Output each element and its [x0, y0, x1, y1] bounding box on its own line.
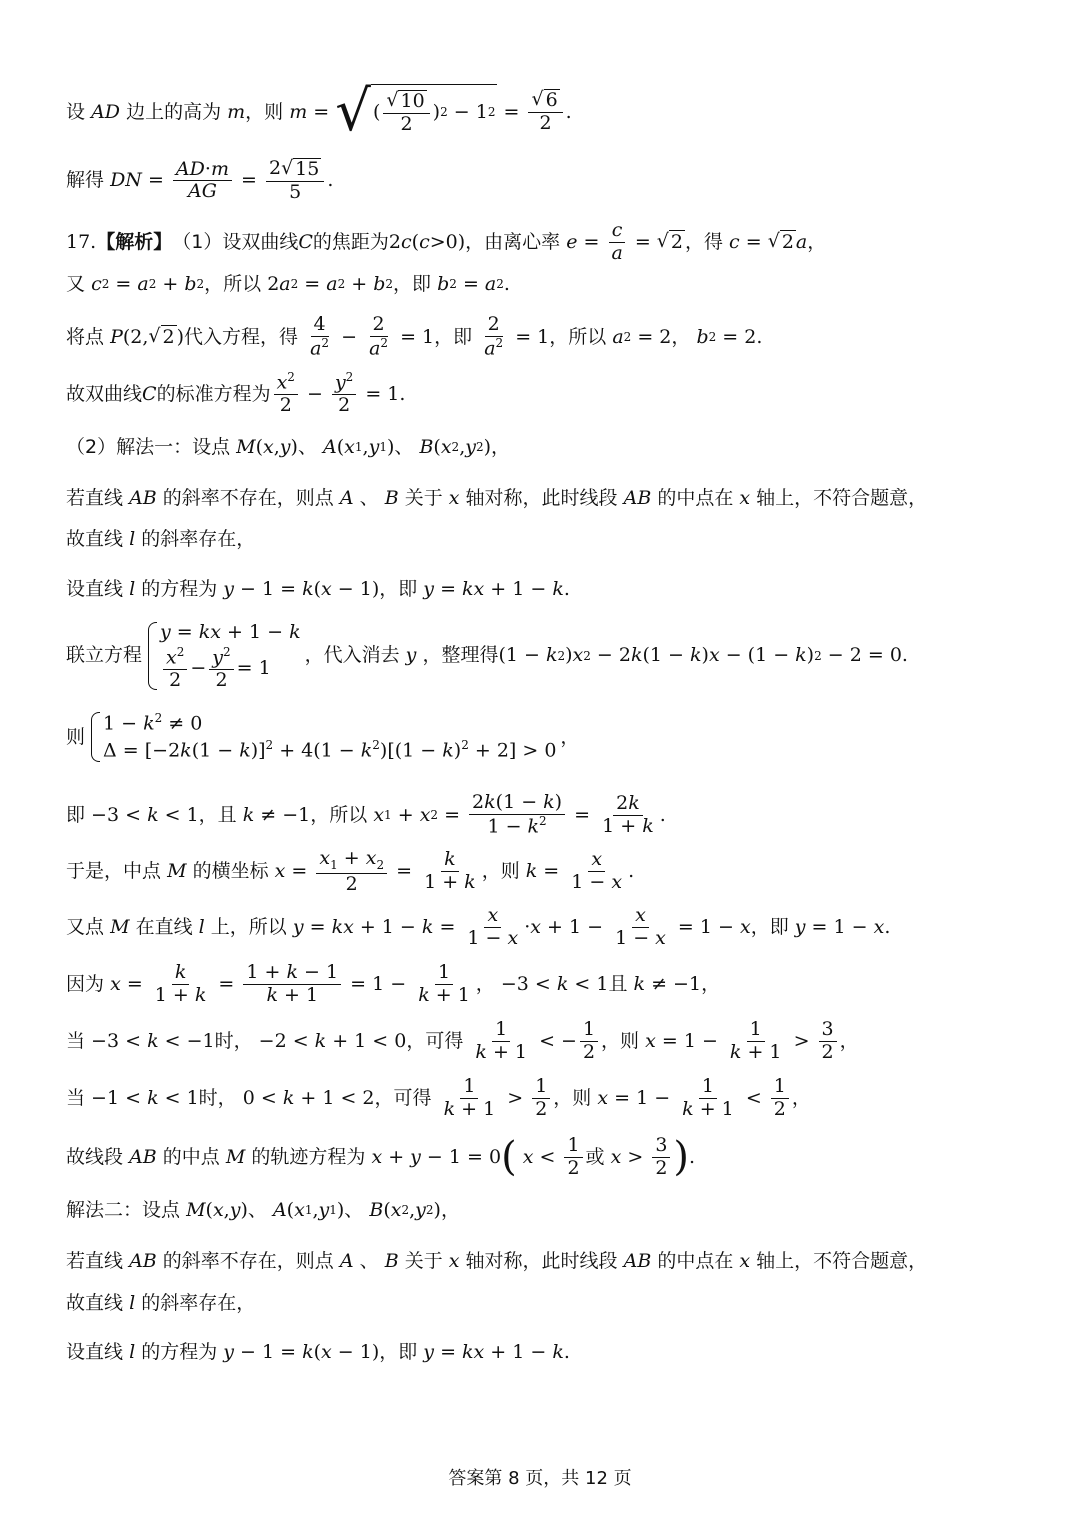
- text-line-11: 联立方程 y = kx + 1 − k $\frac{x^2}{2}$ − $\frac{y^2}{2}$ = 1 ，代入消去 y ，整理得 (1 − k 2 ) x 2 − 2 k (1 − k ) x − (1 − k ) 2 − 2 = 0.: [66, 621, 908, 691]
- text-line-7: （2）解法一：设点 M ( x , y ) 、 A ( x 1 , y 1 ) 、 B ( x 2 , y 2 ) ，: [66, 436, 511, 458]
- text-line-16: 因为 x = $\frac{k}{1 + k}$ = $\frac{1 + k - 1}{k + 1}$ = 1 − $\frac{1}{k + 1}$ ， −3 < k < 1 且 k ≠ −1 ，: [66, 961, 721, 1006]
- text-line-20: 解法二：设点 M ( x , y ) 、 A ( x 1 , y 1 ) 、 B ( x 2 , y 2 ) ，: [66, 1199, 460, 1221]
- text-line-13: 即 −3 < k < 1 ，且 k ≠ −1 ，所以 x 1 + x 2 = $\frac{2k(1 - k)}{1 - k^2}$ = $\frac{2k}{1 + k}$ .: [66, 791, 666, 838]
- text-line-17: 当 −3 < k < −1 时， −2 < k + 1 < 0 ，可得 $\frac{1}{k + 1}$ < − $\frac{1}{2}$ ，则 x = 1 − $\frac{1}{k + 1}$ > $\frac{3}{2}$ ，: [66, 1018, 859, 1063]
- text-line-12: 则 $1 - k^2 \ne 0$ $\Delta = [-2k(1 - k)]^2 + 4(1 - k^2)[(1 - k)^2 + 2] > 0$ ，: [66, 710, 579, 764]
- text-line-14: 于是，中点 M 的横坐标 x = $\frac{x_1 + x_2}{2}$ = $\frac{k}{1 + k}$ ，则 k = $\frac{x}{1 - x}$ .: [66, 847, 635, 895]
- text-line-4: 又 c 2 = a 2 + b 2 ，所以 2 a 2 = a 2 + b 2 ，即 b 2 = a 2 .: [66, 273, 510, 295]
- text-line-19: 故线段 AB 的中点 M 的轨迹方程为 x + y − 1 = 0 ( x < $\frac{1}{2}$ 或 x > $\frac{3}{2}$ ) .: [66, 1133, 696, 1180]
- text-line-8: 若直线 AB 的斜率不存在，则点 A 、 B 关于 x 轴对称，此时线段 AB 的中点在 x 轴上，不符合题意，: [66, 487, 928, 509]
- text-line-18: 当 −1 < k < 1 时， 0 < k + 1 < 2 ，可得 $\frac{1}{k + 1}$ > $\frac{1}{2}$ ，则 x = 1 − $\frac{1}{k + 1}$ < $\frac{1}{2}$ ，: [66, 1075, 811, 1120]
- text-line-10: 设直线 l 的方程为 y − 1 = k ( x − 1) ，即 y = kx + 1 − k .: [66, 578, 570, 600]
- text-line-6: 故双曲线 C 的标准方程为 $\frac{x^2}{2}$ − $\frac{y^2}{2}$ = 1.: [66, 370, 406, 417]
- text-line-22: 故直线 l 的斜率存在，: [66, 1292, 256, 1314]
- text-line-15: 又点 M 在直线 l 上，所以 y = kx + 1 − k = $\frac{x}{1 - x}$ · x + 1 − $\frac{x}{1 - x}$ = 1 − x ，即 y = 1 − x .: [66, 904, 891, 949]
- text-line-2: 解得 DN = $\frac{AD\cdot m}{AG}$ = 2 √ 15 5 .: [66, 157, 334, 203]
- text-line-23: 设直线 l 的方程为 y − 1 = k ( x − 1) ，即 y = kx + 1 − k .: [66, 1341, 570, 1363]
- text-line-3: 17. 【解析】 （1）设双曲线 C 的焦距为 2 c ( c >0) ，由离心率 e = $\frac{c}{a}$ = √ 2 ，得 c = √ 2 a ，: [66, 219, 827, 264]
- text-line-21: 若直线 AB 的斜率不存在，则点 A 、 B 关于 x 轴对称，此时线段 AB 的中点在 x 轴上，不符合题意，: [66, 1250, 928, 1272]
- text-line-9: 故直线 l 的斜率存在，: [66, 528, 256, 550]
- text-line-5: 将点 P (2, √ 2 ) 代入方程，得 $\frac{4}{a^2}$ − $\frac{2}{a^2}$ = 1 ，即 $\frac{2}{a^2}$ = 1 ，所以 a 2 = 2 ， b 2 = 2.: [66, 313, 763, 360]
- text-line-1: 设 AD 边上的高为 m ，则 m = √ ( √ 10 2 ) 2 − 1 2 = √ 6 2 .: [66, 79, 572, 144]
- page-footer: 答案第 8 页，共 12 页: [448, 1468, 632, 1489]
